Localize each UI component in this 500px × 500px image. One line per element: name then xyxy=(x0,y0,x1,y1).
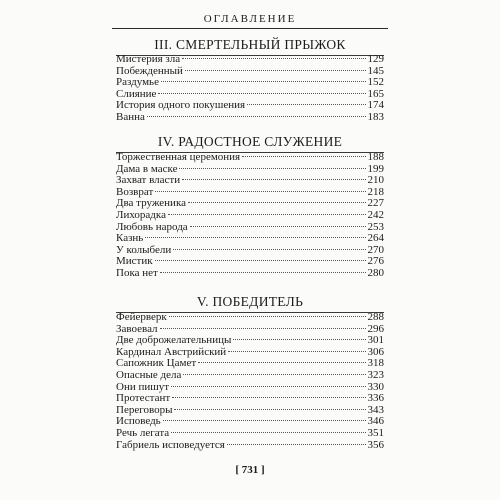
dot-leader xyxy=(155,191,365,192)
dot-leader xyxy=(190,226,366,227)
entry-title: Переговоры xyxy=(116,403,173,416)
entry-page: 264 xyxy=(367,232,384,245)
dot-leader xyxy=(169,316,366,317)
toc-entry[interactable] xyxy=(116,440,384,452)
section-title-v: V. ПОБЕДИТЕЛЬ xyxy=(196,294,304,309)
dot-leader xyxy=(227,444,366,445)
toc-entry[interactable] xyxy=(116,233,384,245)
dot-leader xyxy=(185,70,366,71)
dot-leader xyxy=(188,202,365,203)
entry-title: Завоевал xyxy=(116,322,158,335)
entry-page: 346 xyxy=(367,415,384,428)
entry-page: 227 xyxy=(367,197,384,210)
entry-page: 218 xyxy=(367,185,384,198)
entry-title: Два труженика xyxy=(116,197,187,210)
entry-title: Сапожник Цамет xyxy=(116,357,197,370)
page-number: [ 731 ] xyxy=(235,464,265,476)
running-head: ОГЛАВЛЕНИЕ xyxy=(203,13,297,25)
section-title-iv: IV. РАДОСТНОЕ СЛУЖЕНИЕ xyxy=(157,134,343,149)
dot-leader xyxy=(198,362,365,363)
dot-leader xyxy=(174,409,365,410)
entry-page: 288 xyxy=(367,311,384,323)
entry-title: Возврат xyxy=(116,185,154,198)
entry-title: Ванна xyxy=(116,110,145,123)
dot-leader xyxy=(163,420,366,421)
entry-page: 253 xyxy=(367,220,384,233)
entry-page: 174 xyxy=(367,99,384,112)
entry-title: Кардинал Австрийский xyxy=(116,345,227,358)
dot-leader xyxy=(145,237,365,238)
entry-title: Казнь xyxy=(116,232,144,245)
entry-title: Лихорадка xyxy=(116,208,166,221)
entry-title: Мистик xyxy=(116,255,153,268)
entry-title: Фейерверк xyxy=(116,311,167,323)
toc-entry[interactable] xyxy=(116,222,384,234)
entry-title: Любовь народа xyxy=(116,220,188,233)
entry-page: 343 xyxy=(367,403,384,416)
entry-page: 270 xyxy=(367,243,384,256)
dot-leader xyxy=(228,351,365,352)
entry-title: Пока нет xyxy=(116,266,158,279)
section-list-iv xyxy=(116,152,384,280)
entry-page: 336 xyxy=(367,392,384,405)
entry-page: 152 xyxy=(367,76,384,89)
dot-leader xyxy=(233,339,365,340)
toc-entry[interactable] xyxy=(116,210,384,222)
entry-page: 323 xyxy=(367,368,384,381)
entry-page: 183 xyxy=(367,110,384,123)
entry-page: 276 xyxy=(367,255,384,268)
entry-page: 356 xyxy=(367,438,384,451)
dot-leader xyxy=(172,397,365,398)
dot-leader xyxy=(182,179,365,180)
dot-leader xyxy=(160,328,366,329)
entry-title: Мистерия зла xyxy=(116,53,181,65)
entry-page: 210 xyxy=(367,174,384,187)
entry-page: 330 xyxy=(367,380,384,393)
entry-page: 301 xyxy=(367,334,384,347)
section-title-iii: III. СМЕРТЕЛЬНЫЙ ПРЫЖОК xyxy=(154,37,346,52)
entry-title: История одного покушения xyxy=(116,99,246,112)
dot-leader xyxy=(173,249,365,250)
toc-entry[interactable] xyxy=(116,112,384,124)
entry-title: У колыбели xyxy=(116,243,172,256)
dot-leader xyxy=(168,214,366,215)
entry-title: Они пишут xyxy=(116,380,170,393)
entry-page: 129 xyxy=(367,53,384,65)
entry-page: 199 xyxy=(367,162,384,175)
entry-page: 280 xyxy=(367,266,384,279)
toc-entry[interactable] xyxy=(116,175,384,187)
entry-page: 188 xyxy=(367,151,384,163)
entry-page: 145 xyxy=(367,64,384,77)
dot-leader xyxy=(247,104,365,105)
dot-leader xyxy=(147,116,366,117)
entry-title: Слияние xyxy=(116,87,157,100)
entry-title: Побежденный xyxy=(116,64,183,77)
section-list-iii xyxy=(116,54,384,124)
toc-entry[interactable] xyxy=(116,268,384,280)
entry-page: 165 xyxy=(367,87,384,100)
entry-page: 242 xyxy=(367,208,384,221)
entry-page: 318 xyxy=(367,357,384,370)
toc-entry[interactable] xyxy=(116,428,384,440)
dot-leader xyxy=(171,386,365,387)
dot-leader xyxy=(182,58,365,59)
entry-page: 351 xyxy=(367,426,384,439)
dot-leader xyxy=(160,272,366,273)
toc-entry[interactable] xyxy=(116,152,384,164)
entry-title: Две доброжелательницы xyxy=(116,334,232,347)
dot-leader xyxy=(242,156,365,157)
entry-page: 306 xyxy=(367,345,384,358)
dot-leader xyxy=(161,81,366,82)
toc-entry[interactable] xyxy=(116,54,384,66)
entry-title: Захват власти xyxy=(116,174,181,187)
toc-entry[interactable] xyxy=(116,100,384,112)
toc-entry[interactable] xyxy=(116,393,384,405)
dot-leader xyxy=(183,374,365,375)
entry-title: Опасные дела xyxy=(116,368,182,381)
entry-title: Габриель исповедуется xyxy=(116,438,225,451)
dot-leader xyxy=(155,260,366,261)
entry-page: 296 xyxy=(367,322,384,335)
toc-entry[interactable] xyxy=(116,370,384,382)
toc-entry[interactable] xyxy=(116,77,384,89)
section-list-v xyxy=(116,312,384,451)
toc-entry[interactable] xyxy=(116,312,384,324)
entry-title: Дама в маске xyxy=(116,162,178,175)
entry-title: Речь легата xyxy=(116,426,170,439)
dot-leader xyxy=(171,432,365,433)
entry-title: Торжественная церемония xyxy=(116,151,241,163)
entry-title: Раздумье xyxy=(116,76,159,89)
entry-title: Исповедь xyxy=(116,415,161,428)
dot-leader xyxy=(158,93,365,94)
dot-leader xyxy=(179,168,365,169)
entry-title: Протестант xyxy=(116,392,171,405)
running-head-rule xyxy=(112,28,388,29)
toc-entry[interactable] xyxy=(116,245,384,257)
